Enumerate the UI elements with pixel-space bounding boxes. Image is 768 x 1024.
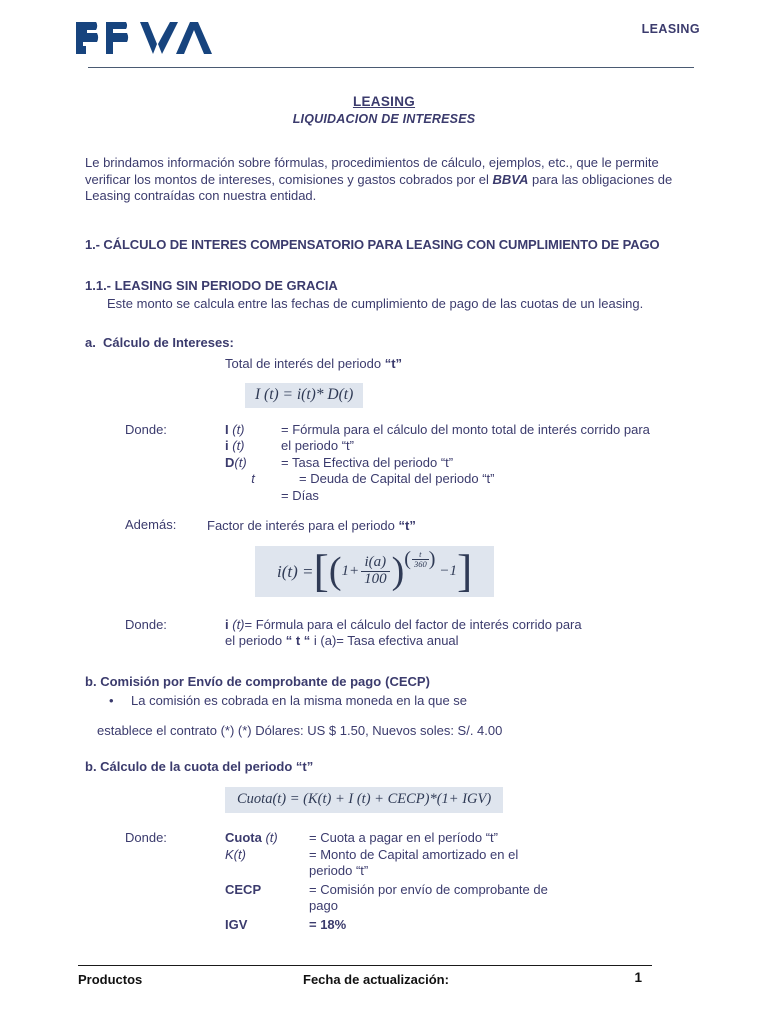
bracket-open-icon: [ [313, 545, 329, 596]
formula-interest-total: I (t) = i(t)* D(t) [245, 383, 363, 408]
item-b2-heading-quoted: “t” [295, 759, 314, 774]
donde-label-2: Donde: [125, 616, 167, 632]
item-a-caption-quoted: “t” [384, 355, 403, 371]
exponent-denominator: 360 [413, 558, 427, 569]
definition-symbol-italic: K(t) [225, 846, 246, 862]
definition-description [225, 633, 695, 650]
ademas-label: Además: [125, 517, 177, 532]
intro-text-after: para las obligaciones de Leasing contraídas con nuestra entidad. [85, 171, 673, 203]
fraction-denominator: 100 [361, 571, 390, 588]
definition-symbol [225, 847, 309, 864]
item-b2-heading [85, 759, 695, 774]
item-b-bullet-row [109, 692, 695, 709]
definition-symbol-italic: (t) [234, 454, 247, 470]
definition-description: pago [309, 898, 338, 913]
page-subtitle: LIQUIDACION DE INTERESES [292, 112, 476, 126]
fraction-numerator: i(a) [364, 554, 387, 570]
definition-row [225, 847, 695, 864]
item-b-marker: b. [85, 673, 97, 689]
exponent-paren-close-icon: ) [428, 548, 436, 571]
exponent-numerator: t [419, 548, 422, 559]
definition-description: = Fórmula para el cálculo del monto total de interés corrido para [281, 421, 650, 437]
item-a-caption-2 [207, 517, 695, 534]
definition-row [225, 617, 695, 634]
definition-description: = Deuda de Capital del periodo “t” [299, 471, 495, 486]
definition-row [225, 471, 695, 488]
formula-2-lhs: i(t) = [277, 561, 314, 581]
definition-row [225, 488, 695, 505]
definition-symbol [225, 422, 281, 439]
definition-description: = Monto de Capital amortizado en el [309, 846, 519, 862]
section-1-1-note: Este monto se calcula entre las fechas de cumplimiento de pago de las cuotas de un leasing. [107, 295, 644, 311]
donde-label-3: Donde: [125, 830, 167, 845]
definition-symbol-italic: (t) [228, 438, 245, 453]
bracket-close-icon: ] [456, 545, 473, 596]
item-b2-heading-text: b. Cálculo de la cuota del periodo [85, 759, 296, 774]
definition-text-a: el periodo [225, 633, 286, 648]
section-1-heading: 1.- CÁLCULO DE INTERES COMPENSATORIO PARA LEASING CON CUMPLIMIENTO DE PAGO [85, 236, 660, 252]
definition-symbol [225, 917, 309, 934]
definitions-block-3 [85, 830, 695, 933]
definition-description: = Cuota a pagar en el período “t” [309, 830, 498, 845]
definition-description: = 18% [309, 916, 347, 932]
definition-symbol-italic: (t) [228, 616, 245, 632]
footer-products-label: Productos [78, 972, 143, 987]
definition-rows-3 [225, 830, 695, 933]
footer-second-line-col2 [303, 990, 307, 1005]
definition-row [225, 438, 695, 455]
definition-text-b: i (a)= Tasa efectiva anual [310, 633, 459, 648]
item-a-title: Cálculo de Intereses: [103, 334, 234, 350]
formula-2-one-plus: 1+ [341, 562, 360, 579]
section-1-1-heading: 1.1.- LEASING SIN PERIODO DE GRACIA [85, 277, 338, 293]
item-b-title-abbrev: (CECP) [385, 673, 430, 689]
definitions-block-1 [85, 422, 695, 505]
item-b-heading [85, 674, 695, 689]
definition-description: el periodo “t” [281, 438, 354, 453]
donde-label-1: Donde: [125, 421, 167, 437]
bullet-icon: • [109, 692, 114, 708]
item-b-line-2: establece el contrato (*) (*) Dólares: US $ 1.50, Nuevos soles: S/. 4.00 [97, 722, 503, 738]
definition-symbol-italic: (t) [261, 830, 278, 845]
definition-description: periodo “t” [309, 863, 369, 878]
paren-close-icon: ) [391, 549, 405, 592]
item-a-caption-2-text: Factor de interés para el periodo [207, 518, 399, 533]
item-a-caption-2-quoted: “t” [398, 518, 416, 533]
definition-symbol-italic: (t) [228, 421, 245, 437]
formula-interest-factor [255, 546, 494, 597]
exponent-paren-open-icon: ( [404, 548, 411, 571]
header-product-label: LEASING [641, 22, 700, 36]
footer-update-date-label: Fecha de actualización: [303, 972, 449, 987]
definition-row [225, 422, 695, 439]
bbva-logo [74, 18, 214, 58]
definition-symbol-bold: I [225, 421, 229, 437]
formula-2-exponent [412, 550, 429, 569]
definition-symbol [225, 882, 309, 899]
footer-divider [78, 965, 652, 966]
definition-symbol [225, 438, 281, 455]
definition-rows-2 [225, 617, 695, 650]
intro-text-before: Le brindamos información sobre fórmulas, procedimientos de cálculo, ejemplos, etc., que le permite verificar los montos de intereses, comisiones y gastos cobrados por el [85, 155, 659, 187]
definition-symbol [225, 455, 281, 472]
definition-row [225, 917, 695, 934]
header-divider [88, 67, 694, 68]
definition-description: = Tasa Efectiva del periodo “t” [281, 454, 454, 470]
item-a-caption [225, 355, 695, 372]
definition-symbol-bold: i [225, 616, 229, 632]
item-a-heading [85, 335, 695, 350]
definition-description: = Fórmula para el cálculo del factor de interés corrido para [244, 616, 582, 632]
intro-brand: BBVA [492, 171, 529, 187]
definition-rows-1 [225, 422, 695, 505]
definition-text-quoted: “ t “ [285, 633, 311, 648]
formula-2-fraction [361, 555, 390, 588]
definition-row [225, 882, 695, 899]
definition-row [225, 898, 695, 915]
item-b-bullet-text: La comisión es cobrada en la misma moneda en la que se [131, 692, 468, 708]
item-b-title: Comisión por Envío de comprobante de pago [100, 673, 382, 689]
formula-2-minus-one: −1 [439, 562, 457, 579]
definition-symbol-bold: D [225, 454, 235, 470]
page-header [0, 0, 768, 70]
item-a-marker: a. [85, 334, 96, 350]
definition-row [225, 830, 695, 847]
definition-symbol-bold: CECP [225, 881, 262, 897]
formula-1-wrapper [85, 383, 695, 408]
definition-description: = Días [281, 487, 319, 503]
title-block [0, 94, 768, 127]
definition-symbol-bold: i [225, 438, 229, 453]
definition-symbol-bold: IGV [225, 916, 248, 932]
definition-symbol-italic: t [251, 471, 255, 486]
intro-paragraph [85, 155, 695, 205]
page-number: 1 [634, 970, 642, 985]
footer-second-line-col1 [78, 990, 82, 1005]
definition-symbol [225, 830, 309, 847]
definition-row [225, 633, 695, 650]
definition-symbol-bold: Cuota [225, 830, 262, 845]
formula-3-wrapper [85, 787, 695, 813]
definition-symbol [225, 617, 245, 634]
definition-symbol [225, 471, 299, 488]
definitions-block-2 [85, 617, 695, 650]
definition-row [225, 455, 695, 472]
page-footer [78, 972, 652, 1024]
formula-2-wrapper [85, 546, 695, 597]
footer-second-line-clipped [78, 990, 652, 1024]
formula-cuota: Cuota(t) = (K(t) + I (t) + CECP)*(1+ IGV) [225, 787, 503, 813]
document-body [85, 155, 695, 933]
item-a-caption-text: Total de interés del periodo [225, 355, 385, 371]
definition-row [225, 863, 695, 880]
definition-description: = Comisión por envío de comprobante de [309, 881, 548, 897]
paren-open-icon: ( [328, 549, 342, 592]
page-title: LEASING [352, 94, 416, 109]
